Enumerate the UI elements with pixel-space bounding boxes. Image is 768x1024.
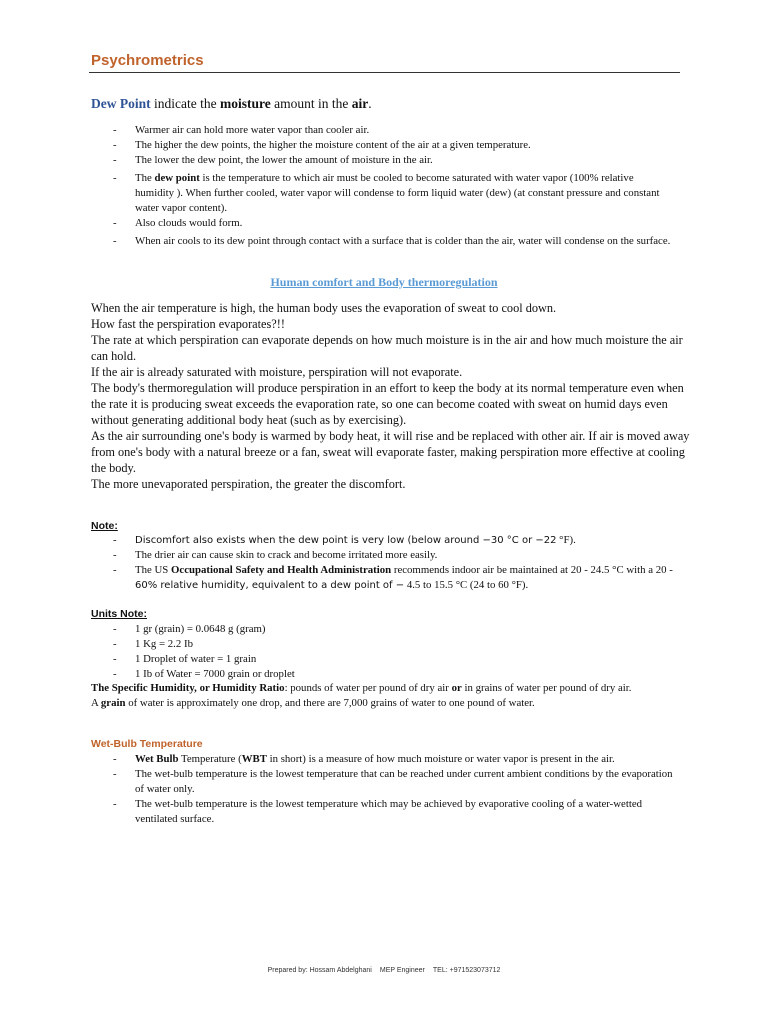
dew-point-list-b: [113, 171, 673, 231]
paragraph: If the air is already saturated with moisture, perspiration will not evaporate.: [91, 365, 463, 379]
header-divider: [89, 72, 680, 73]
list-item: - The wet-bulb temperature is the lowest temperature which may be achieved by evaporative cooling of a water-wetted ventilated surface.: [113, 797, 673, 827]
list-item: - The dew point is the temperature to which air must be cooled to become saturated with water vapor (100% relative humidity ). When further cooled, water vapor will condense to form liquid water (dew) (at constant pressure and constant water vapor content).: [113, 171, 673, 216]
dew-point-list-a: [113, 123, 653, 168]
list-item: - Also clouds would form.: [113, 216, 673, 231]
units-note-heading: Units Note:: [91, 608, 147, 620]
units-list: [113, 622, 513, 682]
dew-point-list-c: [113, 234, 673, 249]
footer-phone: TEL: +971523073712: [432, 967, 501, 974]
page-title: Psychrometrics: [91, 52, 204, 69]
footer-role: MEP Engineer: [379, 967, 425, 974]
paragraph: When the air temperature is high, the human body uses the evaporation of sweat to cool down.: [91, 301, 557, 315]
wet-bulb-list: [113, 752, 673, 827]
list-item: - The higher the dew points, the higher the moisture content of the air at a given temperature.: [113, 138, 653, 153]
note-heading: Note:: [91, 520, 118, 532]
paragraph: The more unevaporated perspiration, the greater the discomfort.: [91, 477, 406, 491]
list-item: - The drier air can cause skin to crack and become irritated more easily.: [113, 548, 673, 563]
list-item: - Discomfort also exists when the dew point is very low (below around −30 °C or −22 °F).: [113, 533, 673, 548]
list-item: - 1 Ib of Water = 7000 grain or droplet: [113, 667, 513, 682]
list-item: - The wet-bulb temperature is the lowest temperature that can be reached under current ambient conditions by the evaporation of water only.: [113, 767, 673, 797]
list-item: - The lower the dew point, the lower the amount of moisture in the air.: [113, 153, 653, 168]
list-item: - Wet Bulb Temperature (WBT in short) is a measure of how much moisture or water vapor is present in the air.: [113, 752, 673, 767]
humidity-ratio-text: [91, 681, 691, 711]
list-item: - 1 Kg = 2.2 Ib: [113, 637, 513, 652]
paragraph: The Specific Humidity, or Humidity Ratio: pounds of water per pound of dry air or in grains of water per pound of dry air.: [91, 682, 632, 694]
list-item: - The US Occupational Safety and Health Administration recommends indoor air be maintained at 20 - 24.5 °C with a 20 - 60% relative humidity, equivalent to a dew point of − 4.5 to 15.5 °C (24 to 60 °F).: [113, 563, 673, 593]
dew-point-intro: Dew Point indicate the moisture amount in the air.: [91, 96, 372, 111]
paragraph: The rate at which perspiration can evaporate depends on how much moisture is in the air and how much moisture the air can hold.: [91, 333, 683, 363]
list-item: - 1 gr (grain) = 0.0648 g (gram): [113, 622, 513, 637]
wet-bulb-heading: Wet-Bulb Temperature: [91, 738, 203, 750]
note-list: [113, 533, 673, 593]
paragraph: How fast the perspiration evaporates?!!: [91, 317, 285, 331]
list-item: - 1 Droplet of water = 1 grain: [113, 652, 513, 667]
section-heading-comfort: Human comfort and Body thermoregulation: [270, 275, 498, 289]
list-item: - When air cools to its dew point through contact with a surface that is colder than the air, water will condense on the surface.: [113, 234, 673, 249]
footer-author: Prepared by: Hossam Abdelghani: [267, 967, 372, 974]
dew-point-term: Dew Point: [91, 96, 151, 111]
paragraph: As the air surrounding one's body is warmed by body heat, it will rise and be replaced with other air. If air is moved away from one's body with a natural breeze or a fan, sweat will evaporate faster, making perspiration more effective at cooling the body.: [91, 429, 690, 475]
list-item: - Warmer air can hold more water vapor than cooler air.: [113, 123, 653, 138]
paragraph: A grain of water is approximately one drop, and there are 7,000 grains of water to one pound of water.: [91, 697, 535, 709]
comfort-body: [91, 300, 691, 492]
page-footer: [0, 967, 768, 974]
paragraph: The body's thermoregulation will produce perspiration in an effort to keep the body at its normal temperature even when the rate it is producing sweat exceeds the evaporation rate, so one can become coated with sweat on humid days even without generating additional body heat (such as by exercising).: [91, 381, 684, 427]
